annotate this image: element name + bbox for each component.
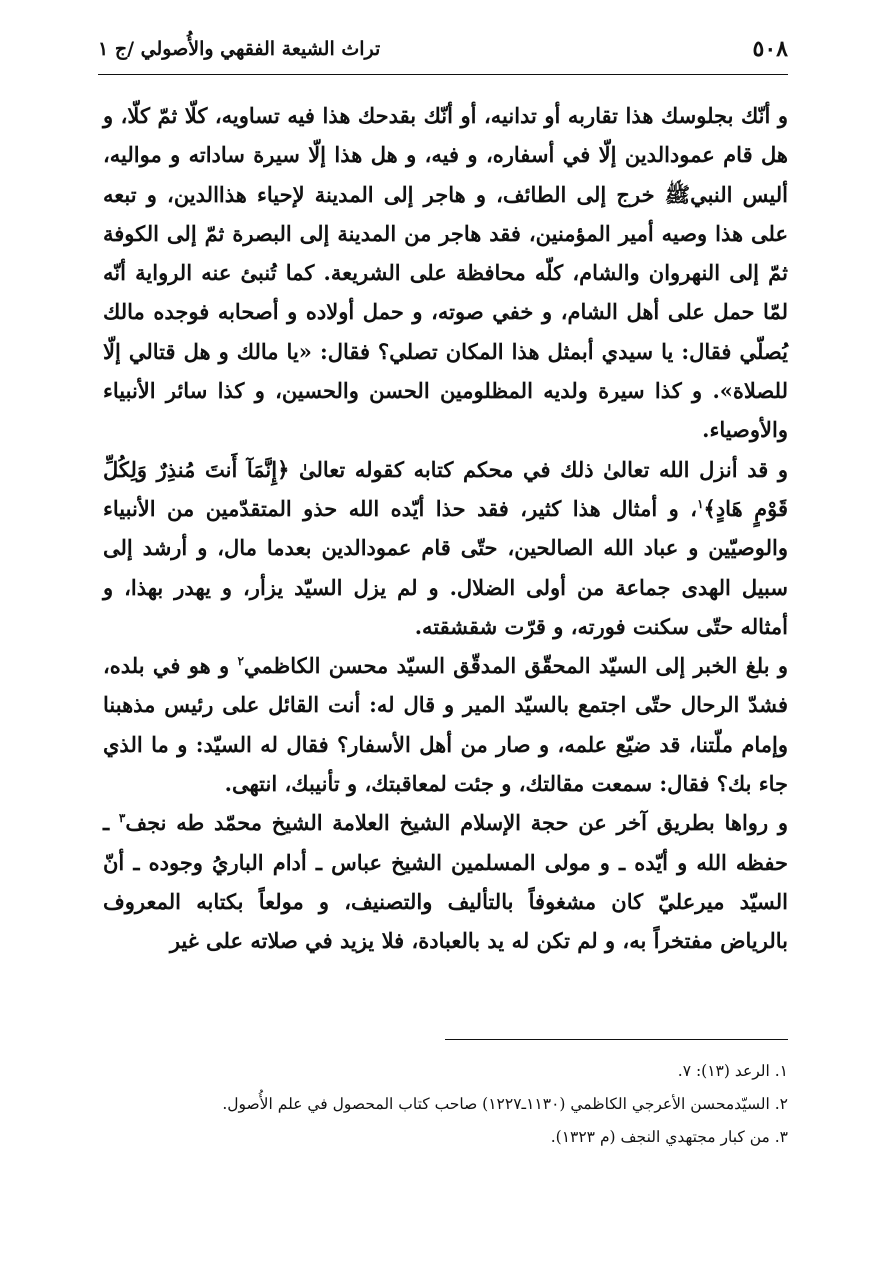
paragraph-2 xyxy=(103,450,788,646)
paragraph-4 xyxy=(103,803,788,960)
footnote-2: ٢. السيّدمحسن الأعرجي الكاظمي (١١٣٠ـ١٢٢٧) صاحب كتاب المحصول في علم الأُصول. xyxy=(222,1095,788,1113)
paragraph-3-text: و بلغ الخبر إلى السيّد المحقّق المدقّق السيّد محسن الكاظمي xyxy=(243,653,788,679)
footnote-ref-1: ١ xyxy=(697,496,704,511)
footnote-1: ١. الرعد (١٣): ٧. xyxy=(677,1062,788,1080)
paragraph-3 xyxy=(103,646,788,803)
footnote-ref-3: ٣ xyxy=(118,811,126,826)
running-title: تراث الشيعة الفقهي والأُصولي /ج ١ xyxy=(98,38,381,60)
paragraph-4-text: و رواها بطريق آخر عن حجة الإسلام الشيخ العلامة الشيخ محمّد طه نجف xyxy=(125,810,788,836)
paragraph-4-rest: ـ حفظه الله و أيّده ـ و مولى المسلمين الشيخ عباس ـ أدام الباريُ وجوده ـ أنّ السيّد ميرعليّ كان مشغوفاً بالتأليف والتصنيف، و مولعاً بكتابه المعروف بالرياض مفتخراً به، و لم تكن له يد بالعبادة، فلا يزيد في صلاته على غير xyxy=(103,810,788,954)
paragraph-1 xyxy=(103,96,788,450)
paragraph-2-rest: ، و أمثال هذا كثير، فقد حذا أيّده الله حذو المتقدّمين من الأنبياء والوصيّين و عباد الله الصالحين، حتّى قام عمودالدين بعدما مال، و أرشد إلى سبيل الهدى جماعة من أولى الضلال. و لم يزل السيّد يزأر، و يهدر بهذا، و أمثاله حتّى سكنت فورته، و قرّت شقشقته. xyxy=(103,495,788,639)
page-number: ٥٠٨ xyxy=(752,36,788,62)
paragraph-2-text: و قد أنزل الله تعالىٰ ذلك في محكم كتابه كقوله تعالىٰ ﴿إِنَّمَآ أَنتَ مُنذِرٌ وَلِكُلِّ قَوْمٍ هَادٍ﴾ xyxy=(103,456,788,521)
footnote-3: ٣. من كبار مجتهدي النجف (م ١٣٢٣). xyxy=(550,1128,788,1146)
paragraph-1-text: و أنّك بجلوسك هذا تقاربه أو تدانيه، أو أنّك بقدحك هذا فيه تساويه، كلّا ثمّ كلّا، و هل قام عمودالدين إلّا في أسفاره، و فيه، و هل هذا إلّا سيرة ساداته و مواليه، أليس النبيﷺ خرج إلى الطائف، و هاجر إلى المدينة لإحياء هذاالدين، و تبعه على هذا وصيه أمير المؤمنين‏، فقد هاجر من المدينة إلى البصرة ثمّ إلى الكوفة ثمّ إلى النهروان والشام، كلّه محافظة على الشريعة. كما تُنبئ عنه الرواية أنّه لمّا حمل على أهل الشام، و خفي صوته، و حمل أولاده و أصحابه فوجده مالك يُصلّي فقال: يا سيدي أبمثل هذا المكان تصلي؟ فقال: «يا مالك و هل قتالي إلّا للصلاة». و كذا سيرة ولديه المظلومين الحسن والحسين، و كذا سائر الأنبياء والأوصياء. xyxy=(103,103,788,443)
footnote-divider xyxy=(445,1039,788,1040)
footnotes xyxy=(150,1055,788,1154)
page-header xyxy=(98,30,788,75)
paragraph-3-rest: و هو في بلده، فشدّ الرحال حتّى اجتمع بالسيّد المير و قال له: أنت القائل على رئيس مذهبنا وإمام ملّتنا، قد ضيّع علمه، و صار من أهل الأسفار؟ فقال له السيّد: و ما الذي جاء بك؟ فقال: سمعت مقالتك، و جئت لمعاقبتك، و تأنيبك، انتهى. xyxy=(103,653,788,797)
body-text xyxy=(103,96,788,961)
footnote-ref-2: ٢ xyxy=(237,654,244,669)
